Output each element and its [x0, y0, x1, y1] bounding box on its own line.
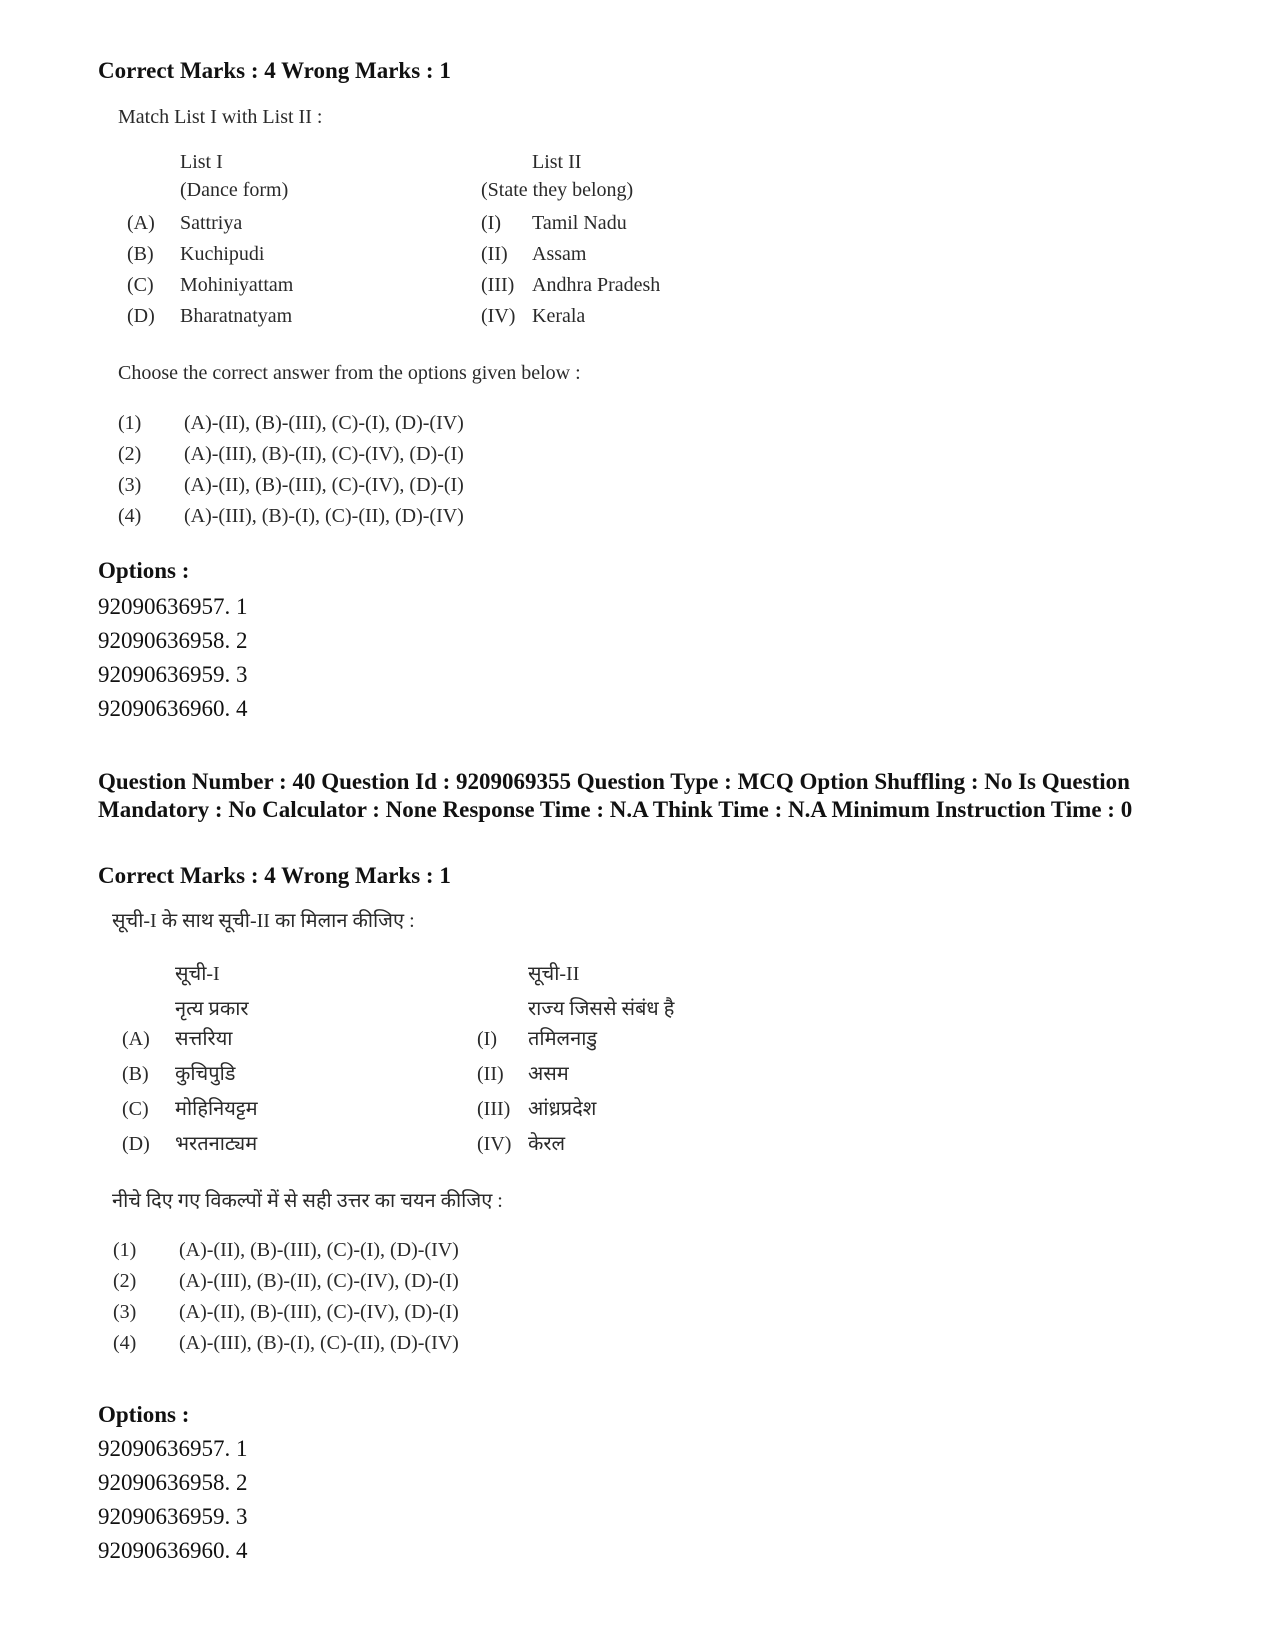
option-item: 92090636957. 1	[98, 1436, 248, 1461]
answer-prompt: नीचे दिए गए विकल्पों में से सही उत्तर का चयन कीजिए :	[112, 1190, 503, 1212]
option-item: 92090636959. 3	[98, 1504, 248, 1529]
options-heading: Options :	[98, 1402, 190, 1427]
document-page: Correct Marks : 4 Wrong Marks : 1 Match List I with List II : List I (Dance form) List II (State they belong) (A) Sattriya (B) Kuchipudi (C) Mohiniyattam (D) Bharatnatyam (I) Tamil Nadu (II) Assam (III) Andhra Pradesh (IV) Kerala Choose the correct answer from the options given below : (1) (A)-(II), (B)-(III), (C)-(I), (D)-(IV) (2) (A)-(III), (B)-(II), (C)-(IV), (D)-(I) (3) (A)-(II), (B)-(III), (C)-(IV), (D)-(I) (4) (A)-(III), (B)-(I), (C)-(II), (D)-(IV) Options : 92090636957. 1 92090636958. 2 92090636959. 3 92090636960. 4 Question Number : 40 Question Id : 9209069355 Question Type : MCQ Option Shuffling : No Is Question Mandatory : No Calculator : None Response Time : N.A Think Time : N.A Minimum Instruction Time : 0 Correct Marks : 4 Wrong Marks : 1 सूची-I के साथ सूची-II का मिलान कीजिए : सूची-I नृत्य प्रकार सूची-II राज्य जिससे संबंध है (A) सत्तरिया (B) कुचिपुडि (C) मोहिनियट्टम (D) भरतनाट्यम (I) तमिलनाडु (II) असम (III) आंध्रप्रदेश (IV) केरल नीचे दिए गए विकल्पों में से सही उत्तर का चयन कीजिए : (1) (A)-(II), (B)-(III), (C)-(I), (D)-(IV) (2) (A)-(III), (B)-(II), (C)-(IV), (D)-(I) (3) (A)-(II), (B)-(III), (C)-(IV), (D)-(I) (4) (A)-(III), (B)-(I), (C)-(II), (D)-(IV) Options : 92090636957. 1 92090636958. 2 92090636959. 3 92090636960. 4	[0, 0, 1275, 1651]
list1-subtitle: नृत्य प्रकार	[175, 998, 249, 1020]
list1-title: List I	[180, 151, 223, 173]
options-list	[98, 1432, 248, 1568]
option-item: 92090636960. 4	[98, 696, 248, 721]
marks-line: Correct Marks : 4 Wrong Marks : 1	[98, 863, 451, 888]
marks-line: Correct Marks : 4 Wrong Marks : 1	[98, 58, 451, 83]
option-item: 92090636960. 4	[98, 1538, 248, 1563]
match-instruction: Match List I with List II :	[118, 106, 323, 128]
options-heading: Options :	[98, 558, 190, 583]
list2-subtitle: राज्य जिससे संबंध है	[528, 998, 675, 1020]
match-instruction: सूची-I के साथ सूची-II का मिलान कीजिए :	[112, 910, 415, 932]
list2-title: सूची-II	[528, 963, 580, 985]
list1-subtitle: (Dance form)	[180, 179, 289, 201]
list2-subtitle: (State they belong)	[481, 179, 634, 201]
options-list	[98, 590, 248, 726]
answer-prompt: Choose the correct answer from the options given below :	[118, 362, 581, 384]
option-item: 92090636958. 2	[98, 1470, 248, 1495]
list2-title: List II	[532, 151, 582, 173]
question-header: Question Number : 40 Question Id : 9209069355 Question Type : MCQ Option Shuffling : No Is Question Mandatory : No Calculator : None Response Time : N.A Think Time : N.A Minimum Instruction Time : 0	[98, 769, 1133, 822]
option-item: 92090636958. 2	[98, 628, 248, 653]
option-item: 92090636957. 1	[98, 594, 248, 619]
list1-title: सूची-I	[175, 963, 220, 985]
option-item: 92090636959. 3	[98, 662, 248, 687]
